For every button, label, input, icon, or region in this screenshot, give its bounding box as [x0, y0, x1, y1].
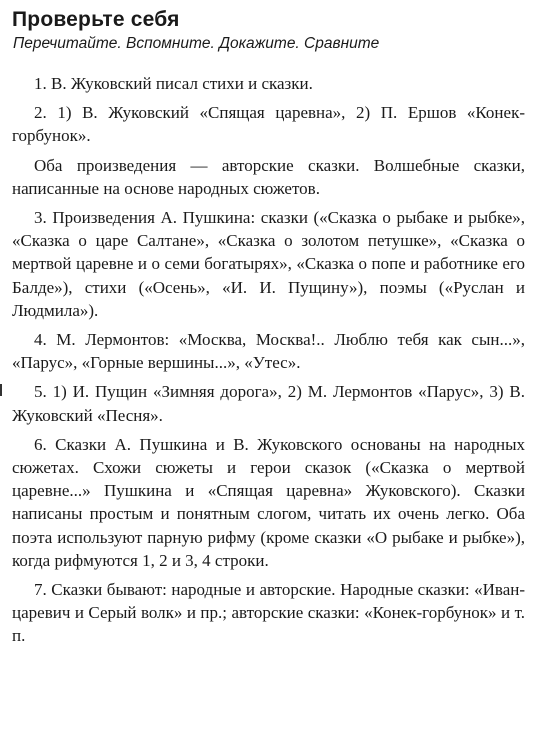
scan-edge-mark	[0, 384, 2, 396]
page-title: Проверьте себя	[12, 8, 180, 31]
answer-item-3: 3. Произведения А. Пушкина: сказки («Сказка о рыбаке и рыбке», «Сказка о царе Салтане», «Сказка о золотом петушке», «Сказка о мертвой царевне и о семи богатырях», «Сказка о попе и работнике его Балде»), стихи («Осень», «И. И. Пущину»), поэмы («Руслан и Людмила»).	[12, 208, 525, 320]
answer-item-2: 2. 1) В. Жуковский «Спящая царевна», 2) П. Ершов «Конек-горбунок».	[12, 103, 525, 146]
page-subtitle: Перечитайте. Вспомните. Докажите. Сравните	[13, 35, 380, 52]
answer-item-1: 1. В. Жуковский писал стихи и сказки.	[34, 74, 313, 93]
answer-item-4: 4. М. Лермонтов: «Москва, Москва!.. Люблю тебя как сын...», «Парус», «Горные вершины...», «Утес».	[12, 330, 525, 373]
answer-item-2-note: Оба произведения — авторские сказки. Волшебные сказки, написанные на основе народных сюжетов.	[12, 155, 525, 198]
answer-item-7: 7. Сказки бывают: народные и авторские. Народные сказки: «Иван-царевич и Серый волк» и пр.; авторские сказки: «Конек-горбунок» и т. п.	[12, 580, 525, 646]
answer-item-5: 5. 1) И. Пущин «Зимняя дорога», 2) М. Лермонтов «Парус», 3) В. Жуковский «Песня».	[12, 382, 525, 425]
answers-list	[12, 72, 525, 648]
answer-item-6: 6. Сказки А. Пушкина и В. Жуковского основаны на народных сюжетах. Схожи сюжеты и герои сказок («Сказка о мертвой царевне...» Пушкина и «Спящая царевна» Жуковского). Сказки написаны простым и понятным слогом, читать их очень легко. Оба поэта используют парную рифму (кроме сказки «О рыбаке и рыбке»), когда рифмуются 1, 2 и 3, 4 строки.	[12, 434, 525, 570]
